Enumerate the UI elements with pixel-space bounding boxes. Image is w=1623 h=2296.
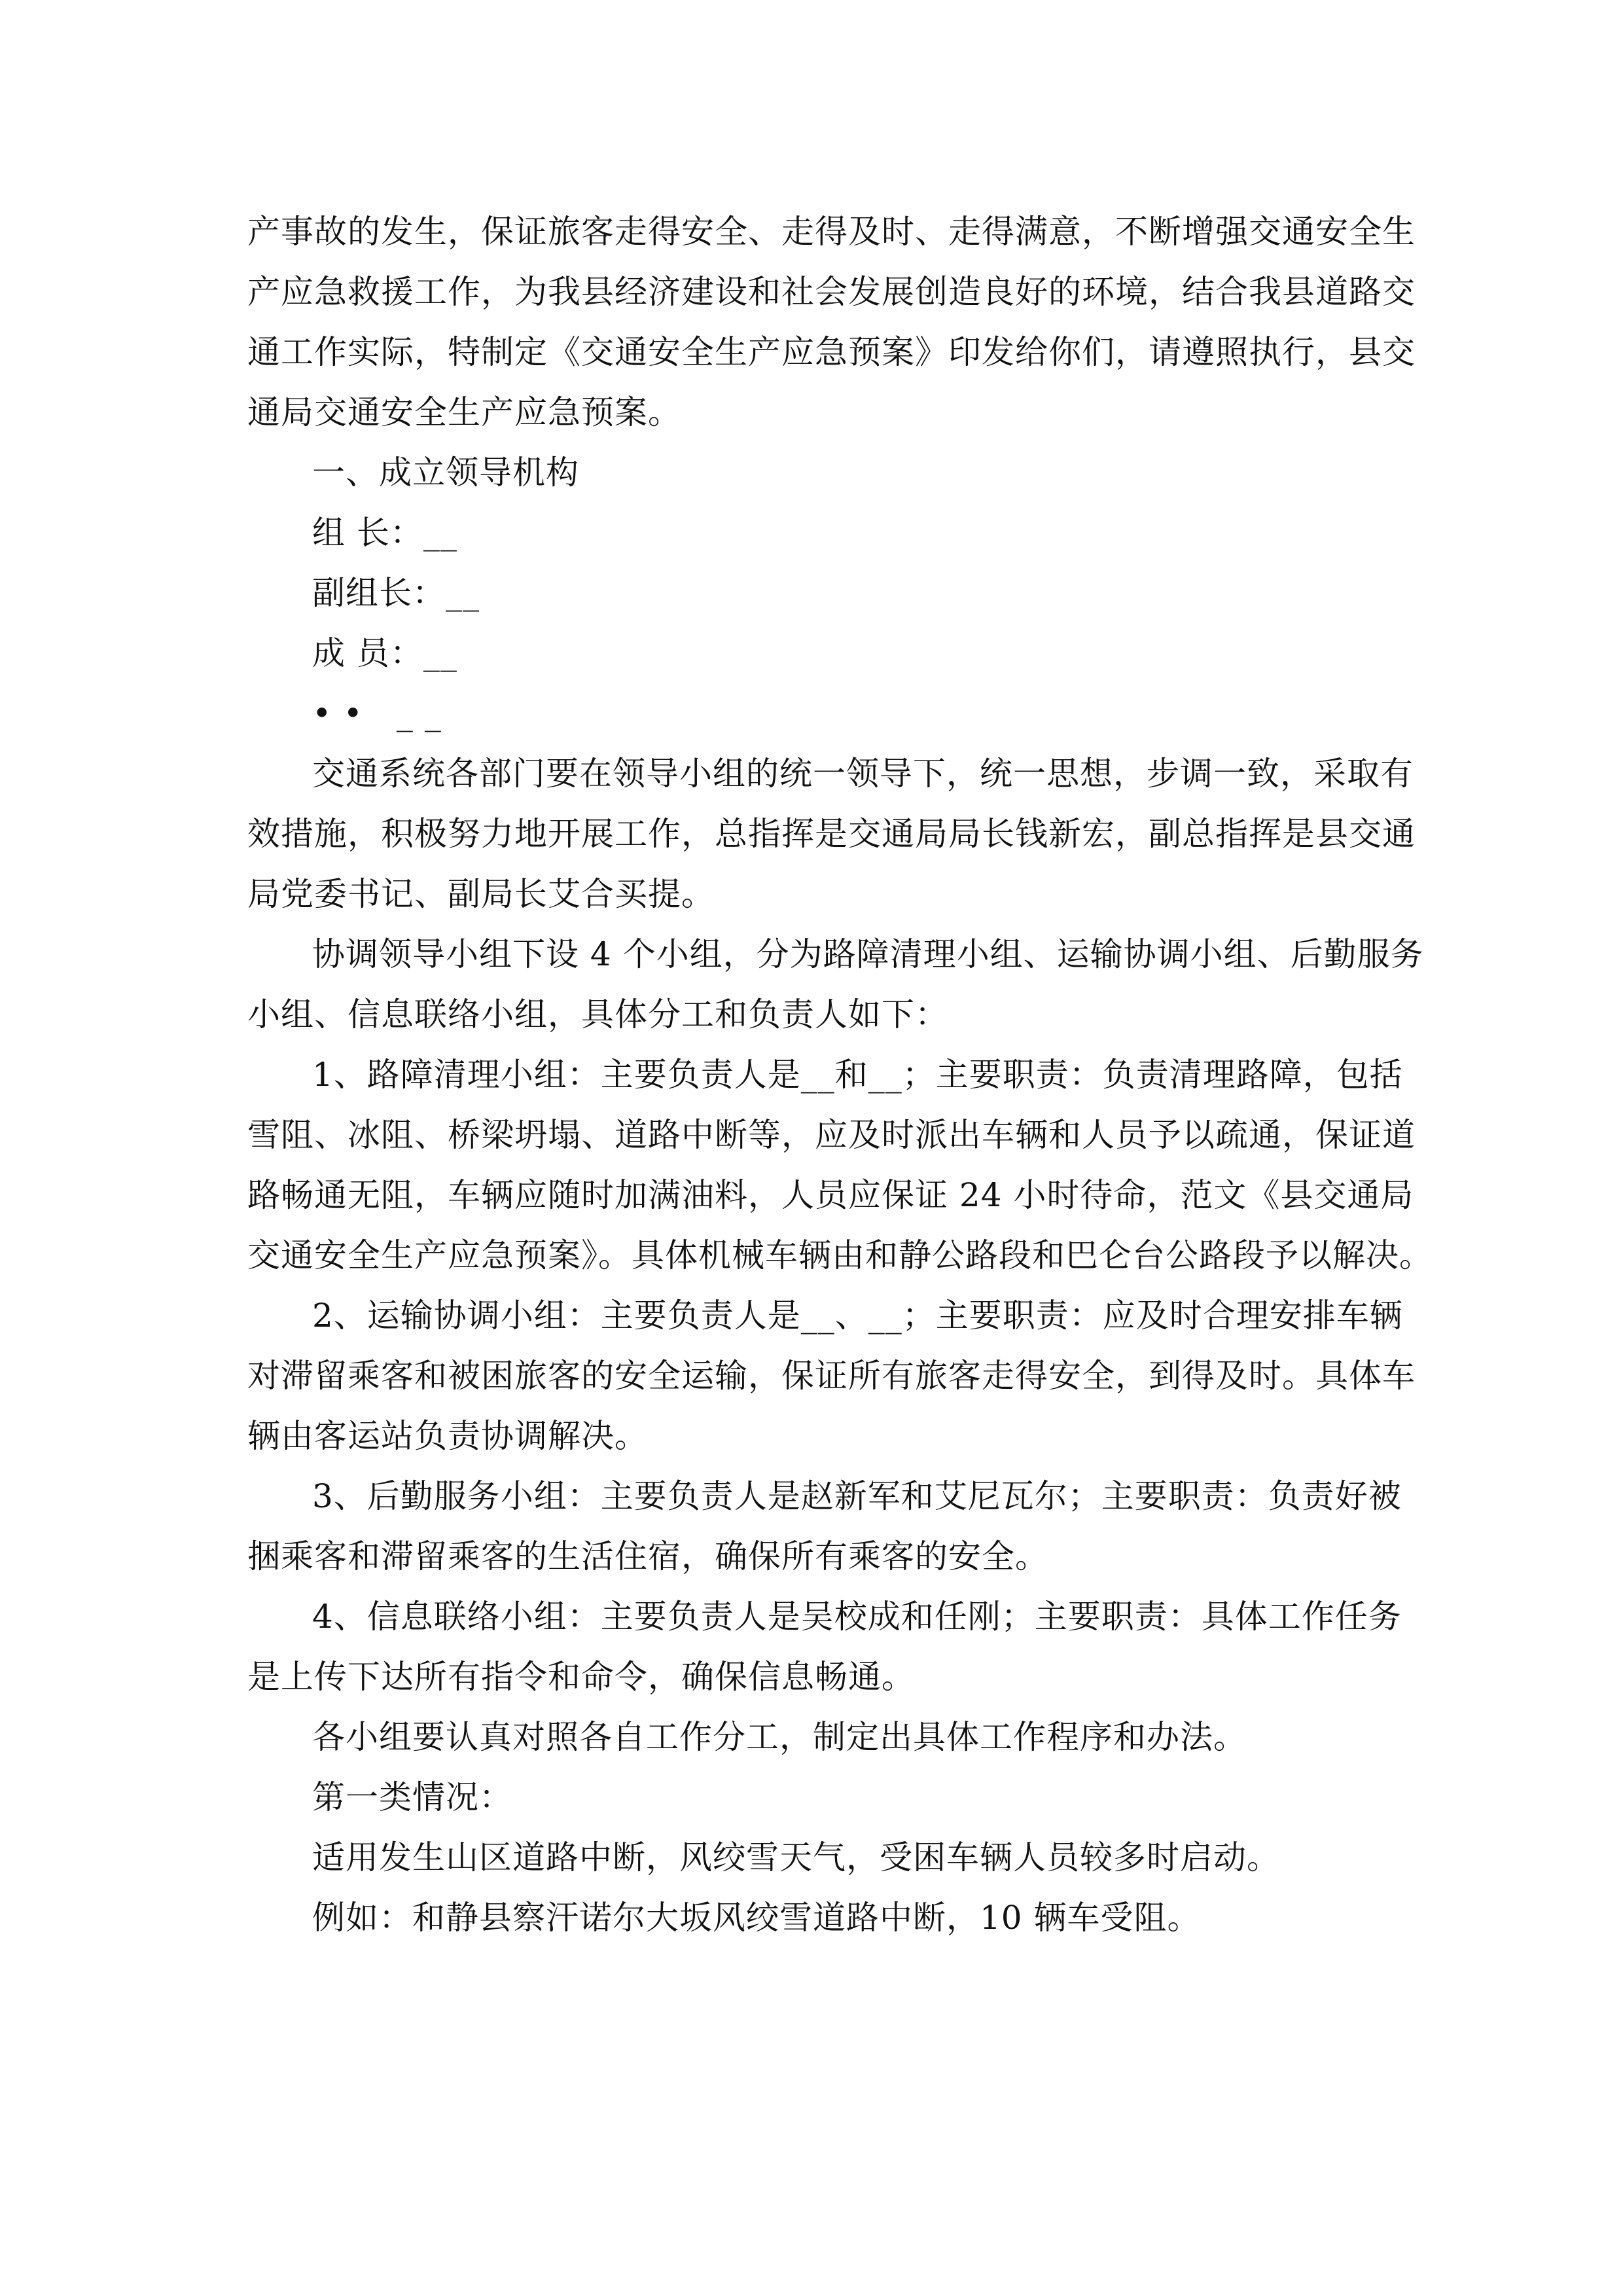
category-1-scope: 适用发生山区道路中断，风绞雪天气，受困车辆人员较多时启动。 — [312, 1839, 1280, 1876]
paragraph-7-line-1: 4、信息联络小组：主要负责人是吴校成和任刚；主要职责：具体工作任务 — [312, 1598, 1402, 1636]
category-1-example: 例如：和静县察汗诺尔大坂风绞雪道路中断，10 辆车受阻。 — [312, 1899, 1201, 1937]
paragraph-5-line-3: 辆由客运站负责协调解决。 — [247, 1417, 648, 1455]
paragraph-4-line-3: 路畅通无阻，车辆应随时加满油料，人员应保证 24 小时待命，范文《县交通局 — [247, 1176, 1414, 1214]
paragraph-6-line-1: 3、后勤服务小组：主要负责人是赵新军和艾尼瓦尔；主要职责：负责好被 — [312, 1477, 1402, 1515]
leader-line: 组 长：__ — [312, 514, 457, 552]
category-1-heading: 第一类情况： — [312, 1778, 512, 1816]
paragraph-4-line-1: 1、路障清理小组：主要负责人是__和__；主要职责：负责清理路障，包括 — [312, 1056, 1403, 1094]
paragraph-5-line-2: 对滞留乘客和被困旅客的安全运输，保证所有旅客走得安全，到得及时。具体车 — [247, 1357, 1416, 1395]
paragraph-6-line-2: 捆乘客和滞留乘客的生活住宿，确保所有乘客的安全。 — [247, 1537, 1048, 1575]
section-heading-leadership: 一、成立领导机构 — [312, 454, 579, 492]
paragraph-1-line-2: 产应急救援工作，为我县经济建设和社会发展创造良好的环境，结合我县道路交 — [247, 273, 1416, 311]
paragraph-7-line-2: 是上传下达所有指令和命令，确保信息畅通。 — [247, 1658, 915, 1696]
dots-line: •• __ — [312, 694, 453, 732]
paragraph-4-line-2: 雪阻、冰阻、桥梁坍塌、道路中断等，应及时派出车辆和人员予以疏通，保证道 — [247, 1116, 1416, 1154]
paragraph-3-line-1: 协调领导小组下设 4 个小组，分为路障清理小组、运输协调小组、后勤服务 — [312, 935, 1424, 973]
paragraph-4-line-4: 交通安全生产应急预案》。具体机械车辆由和静公路段和巴仑台公路段予以解决。 — [247, 1236, 1433, 1274]
paragraph-2-line-3: 局党委书记、副局长艾合买提。 — [247, 875, 715, 913]
paragraph-3-line-2: 小组、信息联络小组，具体分工和负责人如下： — [247, 996, 948, 1033]
paragraph-1-line-4: 通局交通安全生产应急预案。 — [247, 393, 681, 431]
paragraph-1-line-3: 通工作实际，特制定《交通安全生产应急预案》印发给你们，请遵照执行，县交 — [247, 333, 1416, 371]
paragraph-5-line-1: 2、运输协调小组：主要负责人是__、__；主要职责：应及时合理安排车辆 — [312, 1297, 1403, 1335]
paragraph-8: 各小组要认真对照各自工作分工，制定出具体工作程序和办法。 — [312, 1718, 1247, 1756]
paragraph-2-line-2: 效措施，积极努力地开展工作，总指挥是交通局局长钱新宏，副总指挥是县交通 — [247, 815, 1416, 853]
paragraph-2-line-1: 交通系统各部门要在领导小组的统一领导下，统一思想，步调一致，采取有 — [312, 755, 1414, 793]
members-line: 成 员：__ — [312, 634, 457, 672]
paragraph-1-line-1: 产事故的发生，保证旅客走得安全、走得及时、走得满意，不断增强交通安全生 — [247, 213, 1416, 251]
deputy-leader-line: 副组长：__ — [312, 574, 480, 612]
